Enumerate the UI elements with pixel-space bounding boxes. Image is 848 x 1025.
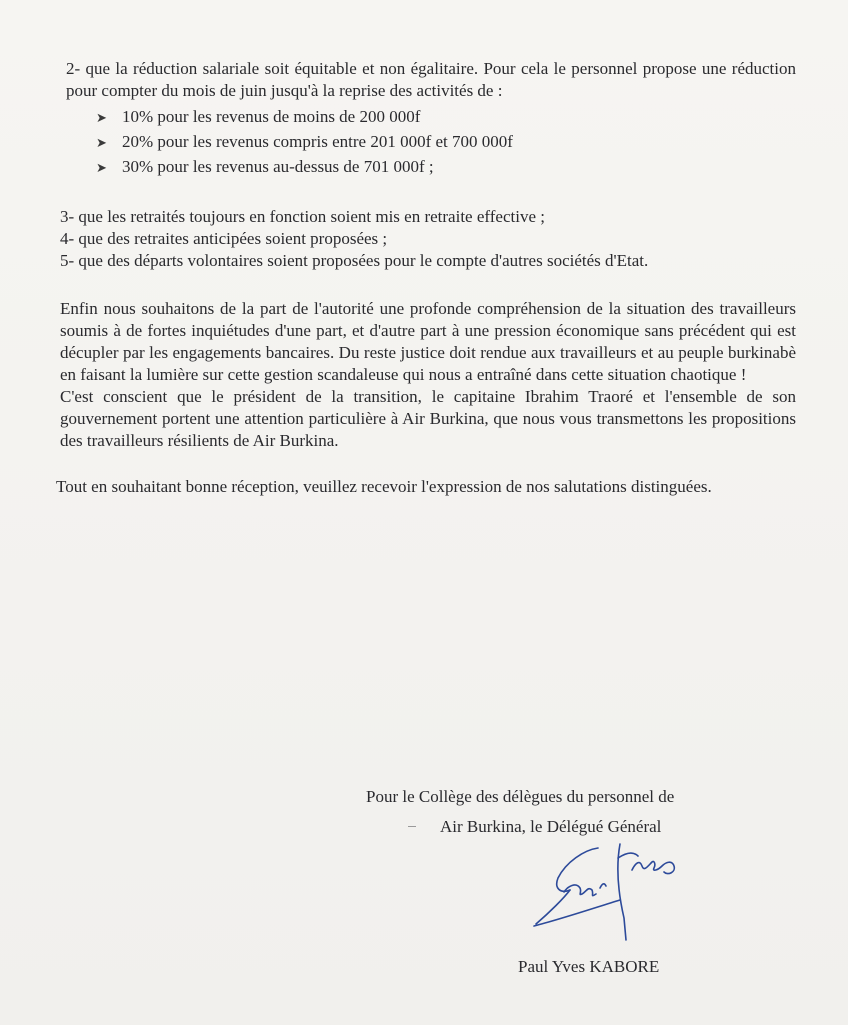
closing-block (56, 476, 796, 498)
body-paragraphs (60, 298, 796, 452)
points-3-5 (60, 206, 796, 272)
arrow-bullet-icon: ➤ (96, 160, 107, 175)
point-3-line: 3- que les retraités toujours en fonction soient mis en retraite effective ; (60, 207, 545, 226)
reduction-list (66, 105, 796, 180)
arrow-bullet-icon: ➤ (96, 135, 107, 150)
enfin-paragraph: Enfin nous souhaitons de la part de l'autorité une profonde compréhension de la situation des travailleurs soumis à de fortes inquiétudes d'une part, et d'autre part à une pression économique sans précédent qui est décupler par les engagements bancaires. Du reste justice doit rendue aux travailleurs et au peuple burkinabè en faisant la lumière sur cette gestion scandaleuse qui nous a entraîné dans cette situation chaotique ! (60, 299, 796, 384)
list-item (96, 130, 796, 155)
point-4-line: 4- que des retraites anticipées soient proposées ; (60, 229, 388, 248)
list-item (96, 105, 796, 130)
signatory-name: Paul Yves KABORE (518, 957, 660, 976)
signature-title-line-1: Pour le Collège des délègues du personnel de (366, 787, 675, 806)
handwritten-signature-icon (528, 836, 698, 946)
stray-mark (408, 826, 416, 827)
list-item-text: 20% pour les revenus compris entre 201 000f et 700 000f (122, 132, 513, 151)
list-item-text: 30% pour les revenus au-dessus de 701 000f ; (122, 157, 434, 176)
signature-title-line-2: Air Burkina, le Délégué Général (440, 817, 662, 836)
closing-paragraph: Tout en souhaitant bonne réception, veuillez recevoir l'expression de nos salutations distinguées. (56, 477, 712, 496)
arrow-bullet-icon: ➤ (96, 110, 107, 125)
conscient-paragraph: C'est conscient que le président de la transition, le capitaine Ibrahim Traoré et l'ensemble de son gouvernement portent une attention particulière à Air Burkina, que nous vous transmettons les propositions des travailleurs résilients de Air Burkina. (60, 387, 796, 450)
point-2-paragraph: 2- que la réduction salariale soit équitable et non égalitaire. Pour cela le personnel propose une réduction pour compter du mois de juin jusqu'à la reprise des activités de : (66, 59, 796, 100)
list-item (96, 155, 796, 180)
list-item-text: 10% pour les revenus de moins de 200 000f (122, 107, 421, 126)
point-5-paragraph: 5- que des départs volontaires soient proposées pour le compte d'autres sociétés d'Etat. (60, 251, 649, 270)
